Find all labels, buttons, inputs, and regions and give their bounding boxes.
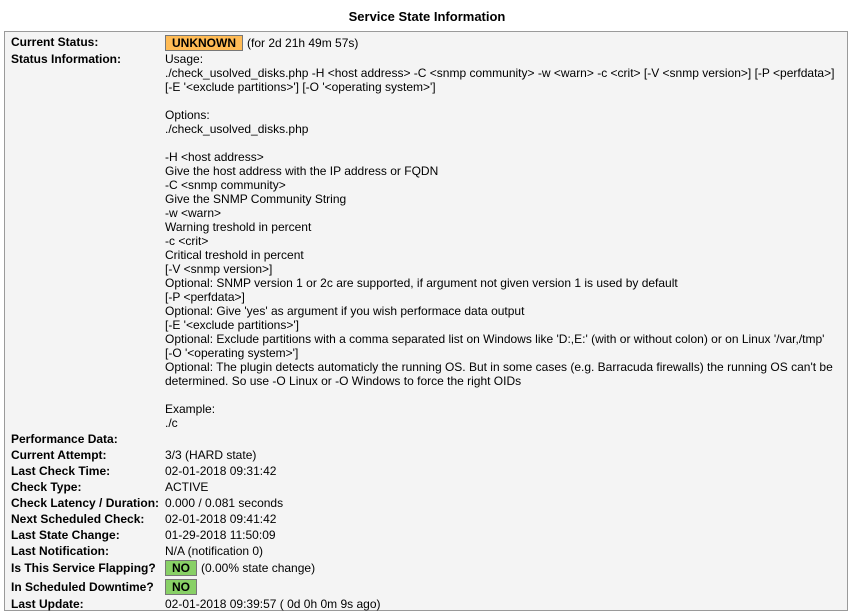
check-latency-value: 0.000 / 0.081 seconds xyxy=(165,496,284,510)
flapping-label: Is This Service Flapping? xyxy=(11,561,156,575)
check-type-value: ACTIVE xyxy=(165,480,209,494)
last-notification-label: Last Notification: xyxy=(11,544,109,558)
status-information-text: Usage: ./check_usolved_disks.php -H <host address> -C <snmp community> -w <warn> -c <crit> [-V <snmp version>] [-P <perfdata>] [-E '<exclude partitions>'] [-O '<operating system>'] Options: ./check_usolved_disks.php -H <host address> Give the host address with the IP address or FQDN -C <snmp community> Give the SNMP Community String -w <warn> Warning treshold in percent -c <crit> Critical treshold in percent [-V <snmp version>] Optional: SNMP version 1 or 2c are supported, if argument not given version 1 is used by default [-P <perfdata>] Optional: Give 'yes' as argument if you wish performace data output [-E '<exclude partitions>'] Optional: Exclude partitions with a comma separated list on Windows like 'D:,E:' (with or without colon) or on Linux '/var,/tmp' [-O '<operating system>'] Optional: The plugin detects automaticly the running OS. But in some cases (e.g. Barracuda firewalls) the running OS can't be determined. So use -O Linux or -O Windows to force the right OIDs Example: ./c xyxy=(165,52,835,430)
flapping-value xyxy=(165,560,315,576)
status-information-label: Status Information: xyxy=(11,52,121,66)
last-check-time-value: 02-01-2018 09:31:42 xyxy=(165,464,277,478)
current-attempt-label: Current Attempt: xyxy=(11,448,107,462)
current-status-value xyxy=(165,35,358,51)
last-check-time-label: Last Check Time: xyxy=(11,464,111,478)
last-update-label: Last Update: xyxy=(11,597,84,611)
next-scheduled-check-value: 02-01-2018 09:41:42 xyxy=(165,512,277,526)
check-latency-label: Check Latency / Duration: xyxy=(11,496,160,510)
status-duration: (for 2d 21h 49m 57s) xyxy=(247,36,359,50)
service-state-panel xyxy=(4,31,848,611)
performance-data-label: Performance Data: xyxy=(11,432,118,446)
last-update-value: 02-01-2018 09:39:57 ( 0d 0h 0m 9s ago) xyxy=(165,597,381,611)
last-notification-value: N/A (notification 0) xyxy=(165,544,264,558)
current-status-label: Current Status: xyxy=(11,35,99,49)
status-badge-unknown: UNKNOWN xyxy=(165,35,243,51)
page-title: Service State Information xyxy=(348,9,506,24)
last-state-change-value: 01-29-2018 11:50:09 xyxy=(165,528,276,542)
next-scheduled-check-label: Next Scheduled Check: xyxy=(11,512,145,526)
downtime-value xyxy=(165,579,201,595)
current-attempt-value: 3/3 (HARD state) xyxy=(165,448,257,462)
flapping-badge-no: NO xyxy=(165,560,197,576)
flapping-detail: (0.00% state change) xyxy=(201,561,316,575)
downtime-badge-no: NO xyxy=(165,579,197,595)
check-type-label: Check Type: xyxy=(11,480,82,494)
downtime-label: In Scheduled Downtime? xyxy=(11,580,154,594)
last-state-change-label: Last State Change: xyxy=(11,528,120,542)
